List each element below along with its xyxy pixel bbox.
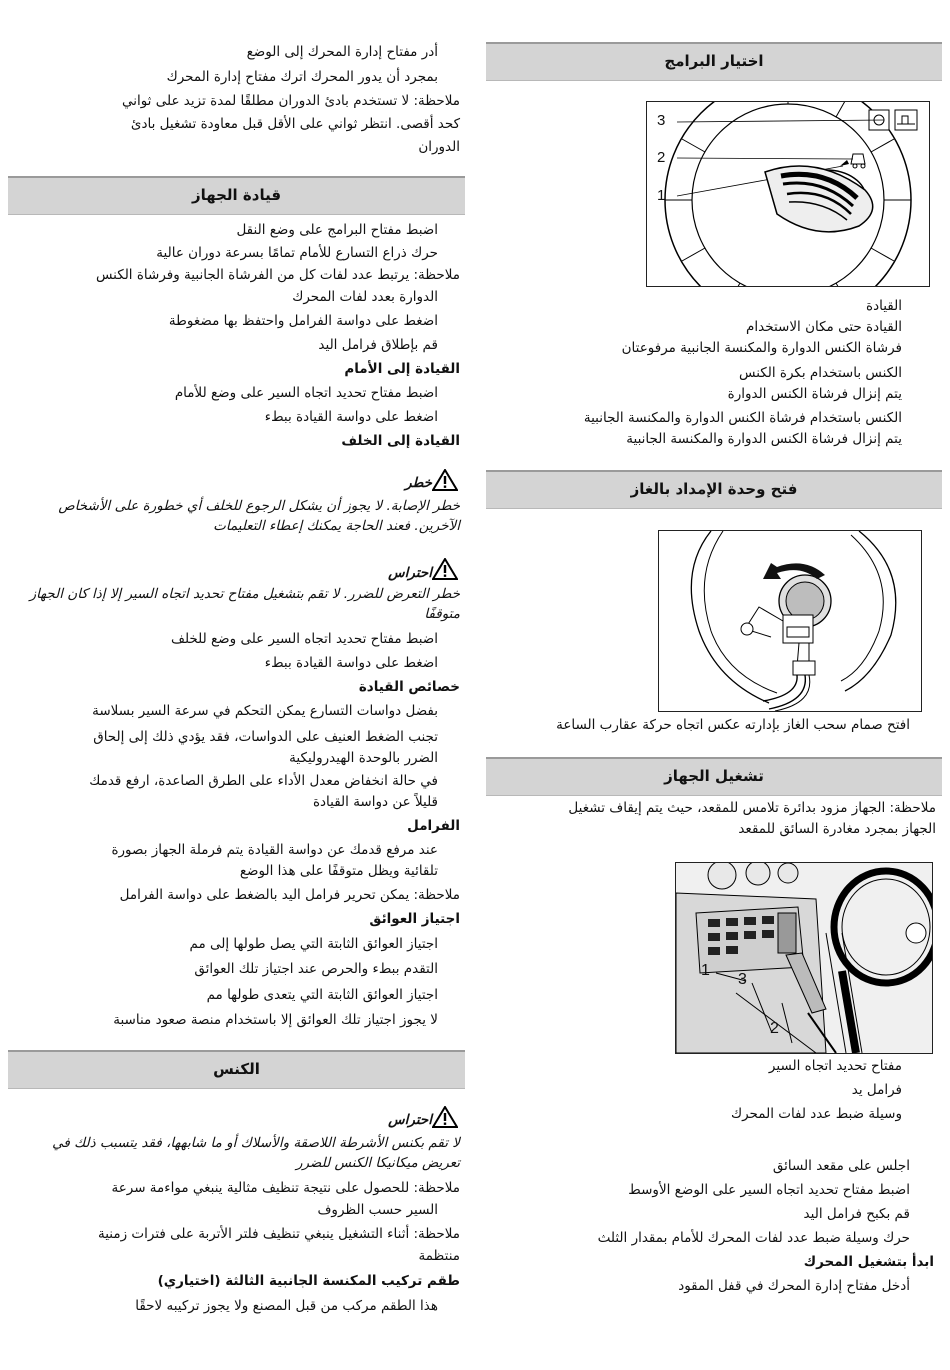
sweeping-note: ملاحظة: أثناء التشغيل ينبغي تنظيف فلتر الأتربة على فترات زمنية <box>97 1226 460 1242</box>
section-header-program: اختيار البرامج <box>486 42 942 81</box>
program-line: القيادة حتى مكان الاستخدام <box>746 319 902 335</box>
sweeping-line: هذا الطقم مركب من قبل المصنع ولا يجوز تركيبه لاحقًا <box>135 1298 438 1314</box>
warning-triangle-icon <box>432 1106 458 1128</box>
driving-line: اضغط على دواسة القيادة ببطء <box>264 409 438 425</box>
dashboard-figure <box>675 862 933 1054</box>
sweeping-note: ملاحظة: للحصول على نتيجة تنظيف مثالية ينبغي مواءمة سرعة <box>111 1180 460 1196</box>
dashboard-illustration <box>676 863 932 1053</box>
gas-caption: افتح صمام سحب الغاز بإدارته عكس اتجاه حركة عقارب الساعة <box>556 717 910 733</box>
intro-line: أدر مفتاح إدارة المحرك إلى الوضع <box>246 44 438 60</box>
feature-line: في حالة انخفاض معدل الأداء على الطرق الصاعدة، ارفع قدمك <box>89 773 438 789</box>
feature-line: قليلاً عن دواسة القيادة <box>312 794 438 810</box>
operation-step: اضبط مفتاح تحديد اتجاه السير على الوضع الأوسط <box>628 1182 910 1198</box>
driving-line: قم بإطلاق فرامل اليد <box>318 337 438 353</box>
reverse-line: اضغط على دواسة القيادة ببطء <box>264 655 438 671</box>
operation-step: قم بكبح فرامل اليد <box>803 1206 910 1222</box>
operation-step: حرك وسيلة ضبط عدد لفات المحرك للأمام بمقدار الثلث <box>597 1230 910 1246</box>
caution-text: خطر التعرض للضرر. لا تقم بتشغيل مفتاح تحديد اتجاه السير إلا إذا كان الجهاز متوقفًا <box>29 586 460 622</box>
operation-note: ملاحظة: الجهاز مزود بدائرة تلامس للمقعد، حيث يتم إيقاف تشغيل <box>568 800 936 816</box>
subheading-brakes: الفرامل <box>407 818 460 834</box>
subheading-reverse: القيادة إلى الخلف <box>341 433 460 449</box>
section-header-driving: قيادة الجهاز <box>8 176 465 215</box>
operation-note: الجهاز بمجرد مغادرة السائق للمقعد <box>738 821 936 837</box>
section-header-gas: فتح وحدة الإمداد بالغاز <box>486 470 942 509</box>
danger-text: خطر الإصابة. لا يجوز أن يشكل الرجوع للخلف أي خطورة على الأشخاص الآخرين. فعند الحاجة يمكنك إعطاء التعليمات <box>58 498 460 534</box>
section-header-operation: تشغيل الجهاز <box>486 757 942 796</box>
subheading-forward: القيادة إلى الأمام <box>344 361 460 377</box>
operation-legend-item: مفتاح تحديد اتجاه السير <box>768 1058 902 1074</box>
subheading-obstacles: اجتياز العوائق <box>369 911 460 927</box>
driving-note: ملاحظة: يرتبط عدد لفات كل من الفرشاة الجانبية وفرشاة الكنس <box>95 267 460 283</box>
operation-step: أدخل مفتاح إدارة المحرك في قفل المقود <box>678 1278 910 1294</box>
warning-triangle-icon <box>432 558 458 580</box>
intro-note: كحد أقصى. انتظر ثواني على الأقل قبل معاودة تشغيل بادئ <box>130 116 460 132</box>
driving-line: حرك ذراع التسارع للأمام تمامًا بسرعة دوران عالية <box>156 245 438 261</box>
subheading-side-broom-kit: طقم تركيب المكنسة الجانبية الثالثة (اختياري) <box>157 1273 460 1289</box>
program-line: فرشاة الكنس الدوارة والمكنسة الجانبية مرفوعتان <box>621 340 902 356</box>
program-dial-illustration <box>647 102 929 286</box>
intro-note: ملاحظة: لا تستخدم بادئ الدوران مطلقًا لمدة تزيد على ثواني <box>121 93 460 109</box>
operation-legend-item: وسيلة ضبط عدد لفات المحرك <box>730 1106 902 1122</box>
sweeping-note: السير حسب الظروف <box>317 1202 438 1218</box>
program-line: الكنس باستخدام فرشاة الكنس الدوارة والمكنسة الجانبية <box>583 410 902 426</box>
brakes-note: ملاحظة: يمكن تحرير فرامل اليد بالضغط على دواسة الفرامل <box>119 887 460 903</box>
intro-note: الدوران <box>418 139 460 155</box>
obstacle-line: لا يجوز اجتياز تلك العوائق إلا باستخدام منصة صعود مناسبة <box>113 1012 438 1028</box>
driving-line: اضبط مفتاح البرامج على وضع النقل <box>236 222 438 238</box>
program-line: القيادة <box>866 298 902 314</box>
callout-3: 3 <box>738 971 747 988</box>
gas-valve-figure <box>658 530 922 712</box>
operation-legend-item: فرامل يد <box>851 1082 902 1098</box>
danger-title: خطر <box>405 475 432 491</box>
reverse-line: اضبط مفتاح تحديد اتجاه السير على وضع للخلف <box>170 631 438 647</box>
caution-text: لا تقم بكنس الأشرطة اللاصقة والأسلاك أو ما شابهها، فقد يتسبب ذلك في تعريض ميكانيكا الكنس للضرر <box>52 1135 460 1171</box>
brakes-line: تلقائية ويظل متوقفًا على هذا الوضع <box>239 863 438 879</box>
callout-1: 1 <box>657 187 666 204</box>
obstacle-line: اجتياز العوائق الثابتة التي يصل طولها إلى مم <box>189 936 438 952</box>
intro-line: بمجرد أن يدور المحرك اترك مفتاح إدارة المحرك <box>166 69 438 85</box>
feature-line: بفضل دواسات التسارع يمكن التحكم في سرعة السير بسلاسة <box>92 703 438 719</box>
callout-2: 2 <box>657 149 666 166</box>
brakes-line: عند مرفع قدمك عن دواسة القيادة يتم فرملة الجهاز بصورة <box>111 842 438 858</box>
sweeping-note: منتظمة <box>418 1248 460 1264</box>
gas-valve-illustration <box>659 531 921 711</box>
callout-2: 2 <box>770 1020 779 1037</box>
driving-line: اضبط مفتاح تحديد اتجاه السير على وضع للأمام <box>174 385 438 401</box>
callout-3: 3 <box>657 112 666 129</box>
callout-1: 1 <box>701 962 710 979</box>
program-line: الكنس باستخدام بكرة الكنس <box>739 365 902 381</box>
caution-title: احتراس <box>388 565 432 581</box>
program-line: يتم إنزال فرشاة الكنس الدوارة والمكنسة الجانبية <box>626 431 902 447</box>
subheading-features: خصائص القيادة <box>358 679 460 695</box>
subheading-start-engine: ابدأ بتشغيل المحرك <box>803 1254 934 1270</box>
obstacle-line: اجتياز العوائق الثابتة التي يتعدى طولها مم <box>206 987 438 1003</box>
driving-note: الدوارة بعدد لفات المحرك <box>292 289 438 305</box>
driving-line: اضغط على دواسة الفرامل واحتفظ بها مضغوطة <box>168 313 438 329</box>
feature-line: تجنب الضغط العنيف على الدواسات، فقد يؤدي ذلك إلى إلحاق <box>93 729 438 745</box>
program-line: يتم إنزال فرشاة الكنس الدوارة <box>727 386 902 402</box>
section-header-sweeping: الكنس <box>8 1050 465 1089</box>
operation-step: اجلس على مقعد السائق <box>772 1158 910 1174</box>
warning-triangle-icon <box>432 469 458 491</box>
caution-title: احتراس <box>388 1112 432 1128</box>
obstacle-line: التقدم ببطء والحرص عند اجتياز تلك العوائق <box>194 961 438 977</box>
feature-line: الضرر بالوحدة الهيدروليكية <box>289 750 438 766</box>
program-selector-figure <box>646 101 930 287</box>
